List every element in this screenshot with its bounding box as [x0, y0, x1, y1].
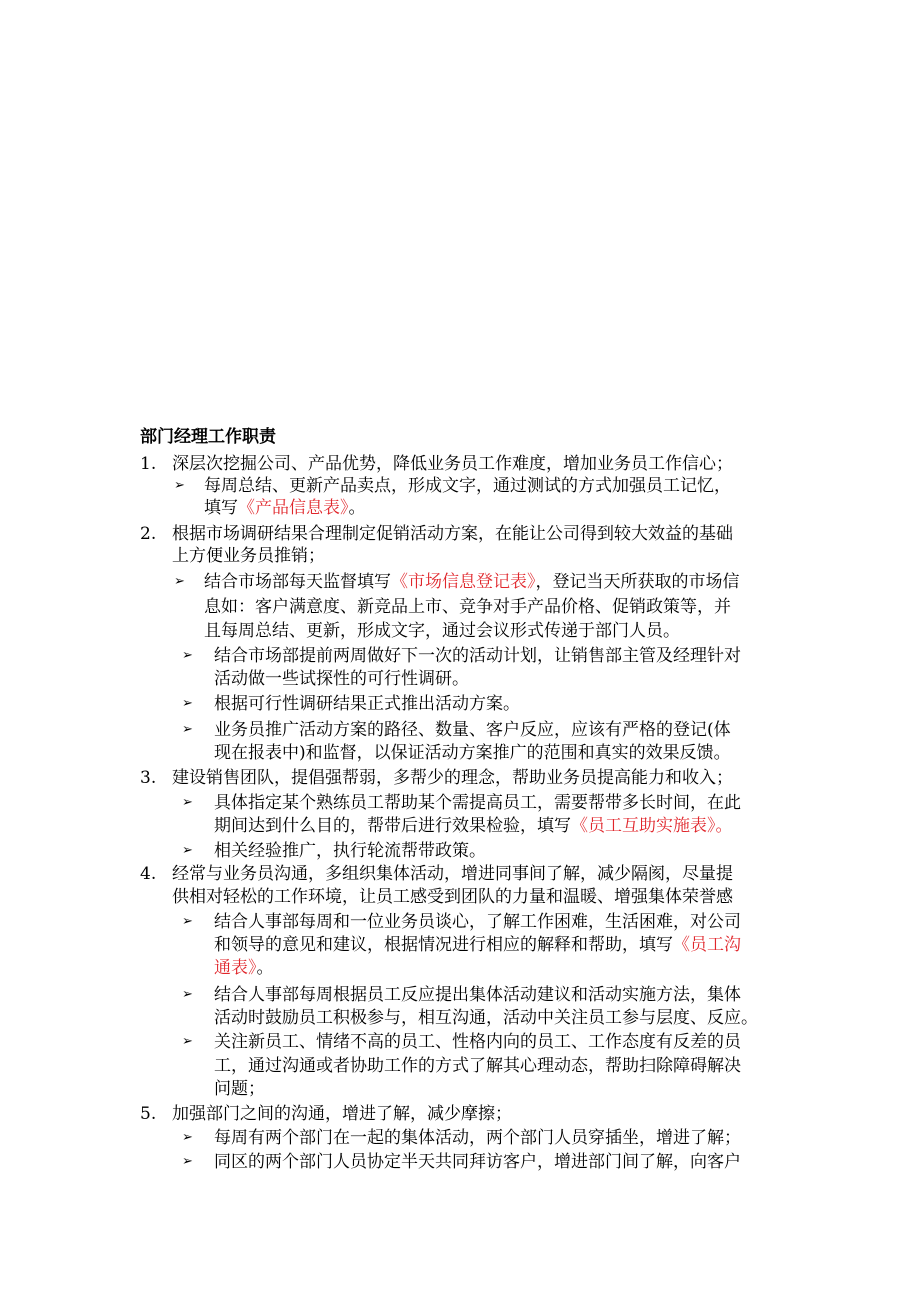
item-number: 1. — [140, 454, 157, 474]
item-text: 经常与业务员沟通，多组织集体活动，增进同事间了解，减少隔阂，尽量提 — [172, 864, 733, 884]
arrow-bullet-icon: ➢ — [182, 722, 193, 737]
arrow-bullet-icon: ➢ — [182, 696, 193, 711]
sub-item-text-line: 期间达到什么目的，帮带后进行效果检验，填写《员工互助实施表》。 — [214, 816, 733, 836]
item-text: 根据市场调研结果合理制定促销活动方案，在能让公司得到较大效益的基础 — [172, 524, 733, 544]
sub-item-text: 每周有两个部门在一起的集体活动，两个部门人员穿插坐，增进了解； — [214, 1128, 741, 1148]
sub-item-text: 息如：客户满意度、新竞品上市、竞争对手产品价格、促销政策等，并 — [204, 597, 731, 617]
arrow-bullet-icon: ➢ — [174, 478, 185, 493]
sub-item-text: 相关经验推广，执行轮流帮带政策。 — [214, 841, 486, 861]
arrow-bullet-icon: ➢ — [182, 1130, 193, 1145]
item-number: 4. — [140, 864, 157, 884]
item-number: 2. — [140, 524, 157, 544]
item-text: 上方便业务员推销； — [172, 546, 325, 566]
sub-item-text: 业务员推广活动方案的路径、数量、客户反应，应该有严格的登记(体 — [214, 720, 731, 740]
sub-item-text: 工，通过沟通或者协助工作的方式了解其心理动态，帮助扫除障碍解决 — [214, 1056, 741, 1076]
item-text: 加强部门之间的沟通，增进了解，减少摩擦； — [172, 1104, 512, 1124]
form-reference: 《员工互助实施表》。 — [571, 816, 733, 836]
sub-item-text: 具体指定某个熟练员工帮助某个需提高员工，需要帮带多长时间，在此 — [214, 793, 741, 813]
form-reference: 《员工沟 — [673, 935, 741, 955]
arrow-bullet-icon: ➢ — [182, 1154, 193, 1169]
sub-item-text-line: 结合市场部每天监督填写《市场信息登记表》，登记当天所获取的市场信 — [204, 572, 740, 592]
arrow-bullet-icon: ➢ — [182, 843, 193, 858]
sub-item-text: 且每周总结、更新，形成文字，通过会议形式传递于部门人员。 — [204, 621, 680, 641]
sub-item-text: 根据可行性调研结果正式推出活动方案。 — [214, 694, 520, 714]
sub-item-text: 活动时鼓励员工积极参与，相互沟通，活动中关注员工参与层度、反应。 — [214, 1008, 758, 1028]
sub-item-text: 结合市场部提前两周做好下一次的活动计划，让销售部主管及经理针对 — [214, 646, 741, 666]
form-reference: 《市场信息登记表》 — [391, 572, 536, 592]
arrow-bullet-icon: ➢ — [182, 1034, 193, 1049]
sub-item-text: 关注新员工、情绪不高的员工、性格内向的员工、工作态度有反差的员 — [214, 1032, 741, 1052]
sub-item-text: 结合人事部每周根据员工反应提出集体活动建议和活动实施方法，集体 — [214, 985, 741, 1005]
sub-item-text: 问题； — [214, 1079, 265, 1099]
sub-item-text: 活动做一些试探性的可行性调研。 — [214, 669, 469, 689]
sub-item-text-line: 通表》。 — [214, 958, 274, 978]
sub-item-text: 每周总结、更新产品卖点，形成文字，通过测试的方式加强员工记忆， — [204, 476, 731, 496]
arrow-bullet-icon: ➢ — [182, 914, 193, 929]
arrow-bullet-icon: ➢ — [182, 795, 193, 810]
sub-item-text: 现在报表中)和监督，以保证活动方案推广的范围和真实的效果反馈。 — [214, 743, 731, 763]
arrow-bullet-icon: ➢ — [182, 987, 193, 1002]
page-title: 部门经理工作职责 — [140, 427, 276, 447]
form-reference: 《产品信息表》 — [238, 498, 349, 518]
item-text: 深层次挖掘公司、产品优势，降低业务员工作难度，增加业务员工作信心； — [172, 454, 733, 474]
sub-item-text: 结合人事部每周和一位业务员谈心，了解工作困难，生活困难，对公司 — [214, 912, 741, 932]
item-number: 5. — [140, 1104, 157, 1124]
arrow-bullet-icon: ➢ — [174, 574, 185, 589]
item-text: 供相对轻松的工作环境，让员工感受到团队的力量和温暖、增强集体荣誉感 — [172, 887, 733, 907]
item-text: 建设销售团队，提倡强帮弱，多帮少的理念，帮助业务员提高能力和收入； — [172, 768, 733, 788]
sub-item-text-line: 和领导的意见和建议，根据情况进行相应的解释和帮助，填写《员工沟 — [214, 935, 741, 955]
sub-item-text-line: 填写《产品信息表》。 — [204, 498, 366, 518]
sub-item-text: 同区的两个部门人员协定半天共同拜访客户，增进部门间了解，向客户 — [214, 1152, 741, 1172]
item-number: 3. — [140, 768, 157, 788]
arrow-bullet-icon: ➢ — [182, 648, 193, 663]
form-reference: 通表》 — [214, 958, 257, 978]
